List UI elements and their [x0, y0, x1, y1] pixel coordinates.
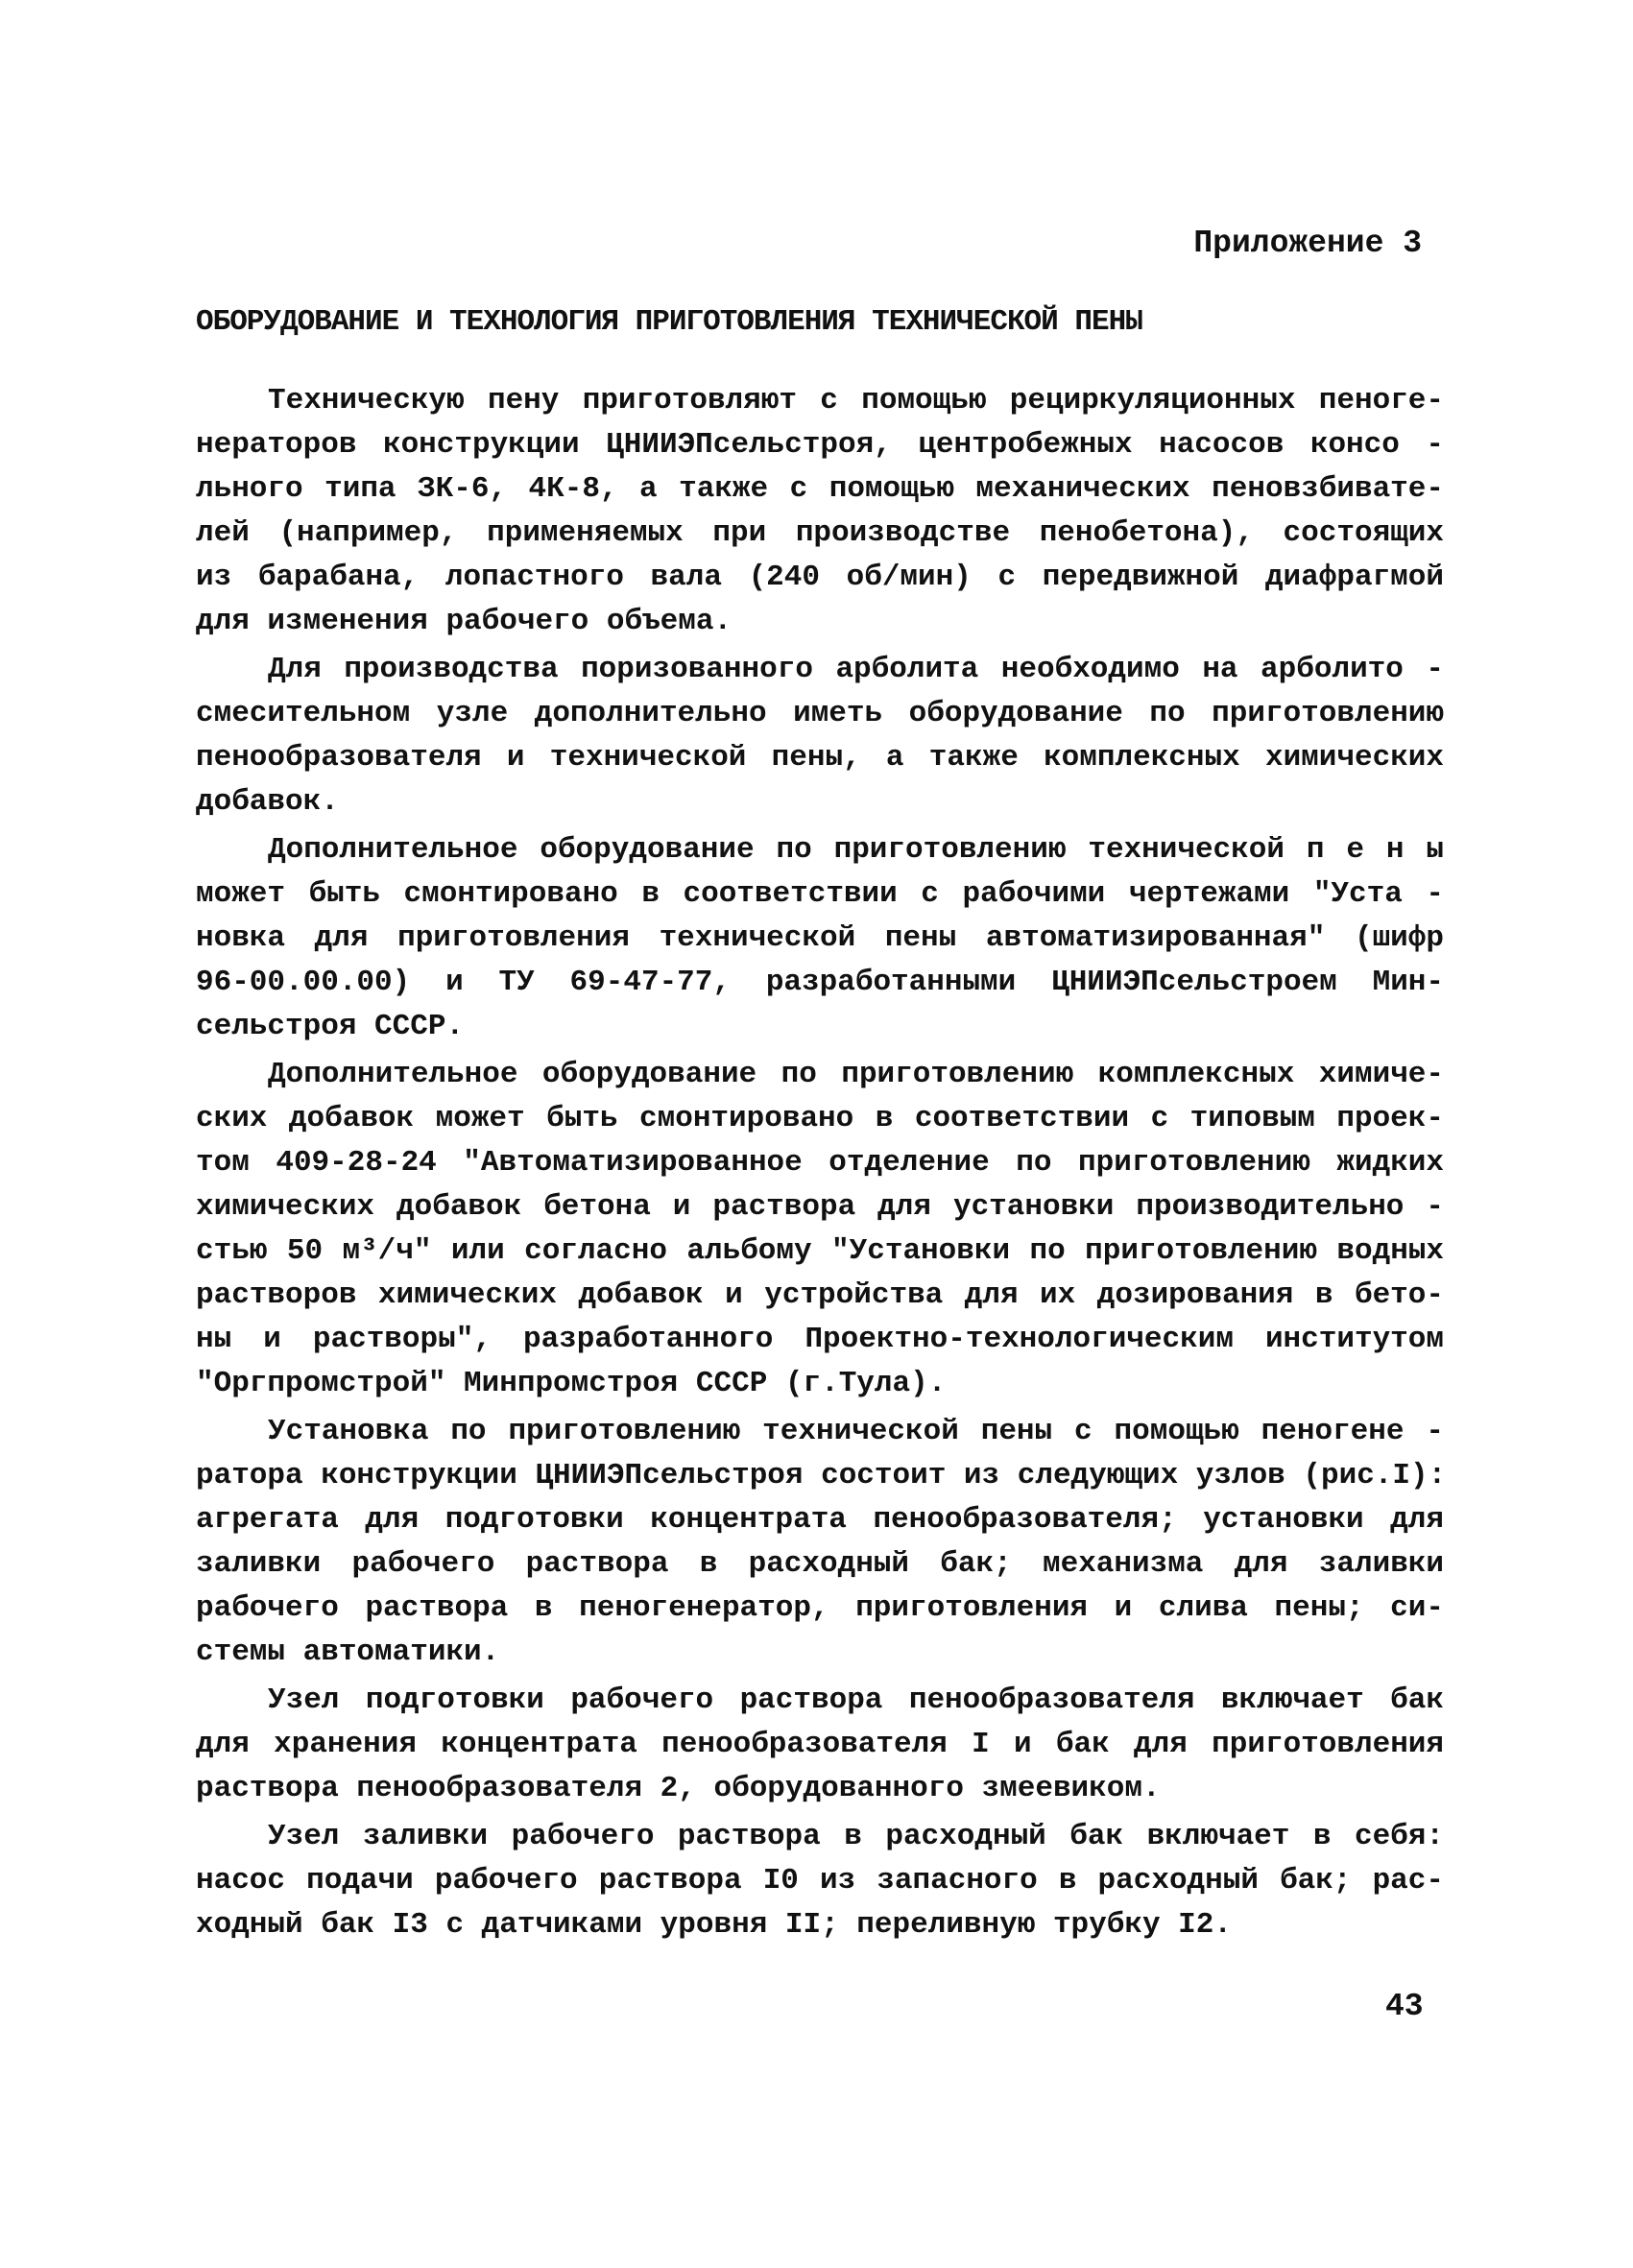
text-line: ны и растворы", разработанного Проектно-технологическим институтом [196, 1323, 1444, 1356]
body-text [196, 379, 1447, 1951]
text-line: пенообразователя и технической пены, а также комплексных химических [196, 741, 1444, 775]
paragraph [196, 828, 1444, 1049]
text-line: сельстроя СССР. [196, 1010, 465, 1043]
text-line: добавок. [196, 785, 339, 819]
text-line: Узел заливки рабочего раствора в расходный бак включает в себя: [268, 1820, 1444, 1853]
paragraph [196, 1815, 1444, 1947]
text-line: Узел подготовки рабочего раствора пенообразователя включает бак [268, 1683, 1444, 1717]
text-line: нераторов конструкции ЦНИИЭПсельстроя, центробежных насосов консо - [196, 428, 1444, 462]
text-line: Дополнительное оборудование по приготовлению комплексных химиче- [268, 1058, 1444, 1091]
appendix-label: Приложение 3 [1193, 226, 1422, 261]
paragraph [196, 379, 1444, 644]
text-line: из барабана, лопастного вала (240 об/мин) с передвижной диафрагмой [196, 561, 1444, 594]
text-line: Техническую пену приготовляют с помощью рециркуляционных пеноге- [268, 384, 1444, 418]
text-line: 96-00.00.00) и ТУ 69-47-77, разработанными ЦНИИЭПсельстроем Мин- [196, 966, 1444, 999]
text-line: заливки рабочего раствора в расходный бак; механизма для заливки [196, 1547, 1444, 1581]
document-heading: ОБОРУДОВАНИЕ И ТЕХНОЛОГИЯ ПРИГОТОВЛЕНИЯ ТЕХНИЧЕСКОЙ ПЕНЫ [196, 305, 1142, 339]
text-line: насос подачи рабочего раствора I0 из запасного в расходный бак; рас- [196, 1864, 1444, 1898]
page-number: 43 [1385, 1989, 1424, 2024]
paragraph [196, 1410, 1447, 1675]
paragraph [196, 1053, 1444, 1406]
text-line: стемы автоматики. [196, 1635, 500, 1669]
text-line: агрегата для подготовки концентрата пенообразователя; установки для [196, 1503, 1444, 1537]
text-line: рабочего раствора в пеногенератор, приготовления и слива пены; си- [196, 1591, 1444, 1625]
text-line: химических добавок бетона и раствора для установки производительно - [196, 1190, 1444, 1224]
text-line: льного типа ЗК-6, 4К-8, а также с помощью механических пеновзбивате- [196, 472, 1444, 506]
text-line: смесительном узле дополнительно иметь оборудование по приготовлению [196, 697, 1444, 730]
text-line: Дополнительное оборудование по приготовлению технической п е н ы [268, 833, 1444, 867]
text-line: ских добавок может быть смонтировано в соответствии с типовым проек- [196, 1102, 1444, 1135]
text-line: для изменения рабочего объема. [196, 605, 732, 638]
text-line: может быть смонтировано в соответствии с рабочими чертежами "Уста - [196, 877, 1444, 911]
text-line: растворов химических добавок и устройства для их дозирования в бето- [196, 1278, 1444, 1312]
text-line: стью 50 м³/ч" или согласно альбому "Установки по приготовлению водных [196, 1234, 1444, 1268]
text-line: для хранения концентрата пенообразователя I и бак для приготовления [196, 1728, 1444, 1761]
text-line: Установка по приготовлению технической пены с помощью пеногене - [268, 1415, 1444, 1448]
text-line: Для производства поризованного арболита необходимо на арболито - [268, 653, 1444, 686]
text-line: новка для приготовления технической пены автоматизированная" (шифр [196, 921, 1444, 955]
text-line: ратора конструкции ЦНИИЭПсельстроя состоит из следующих узлов (рис.I): [196, 1459, 1447, 1492]
paragraph [196, 1679, 1444, 1811]
paragraph [196, 648, 1444, 824]
text-line: "Оргпромстрой" Минпромстроя СССР (г.Тула). [196, 1367, 947, 1400]
text-line: раствора пенообразователя 2, оборудованного змеевиком. [196, 1772, 1161, 1805]
text-line: том 409-28-24 "Автоматизированное отделение по приготовлению жидких [196, 1146, 1444, 1180]
text-line: ходный бак I3 с датчиками уровня II; переливную трубку I2. [196, 1908, 1232, 1942]
text-line: лей (например, применяемых при производстве пенобетона), состоящих [196, 516, 1444, 550]
